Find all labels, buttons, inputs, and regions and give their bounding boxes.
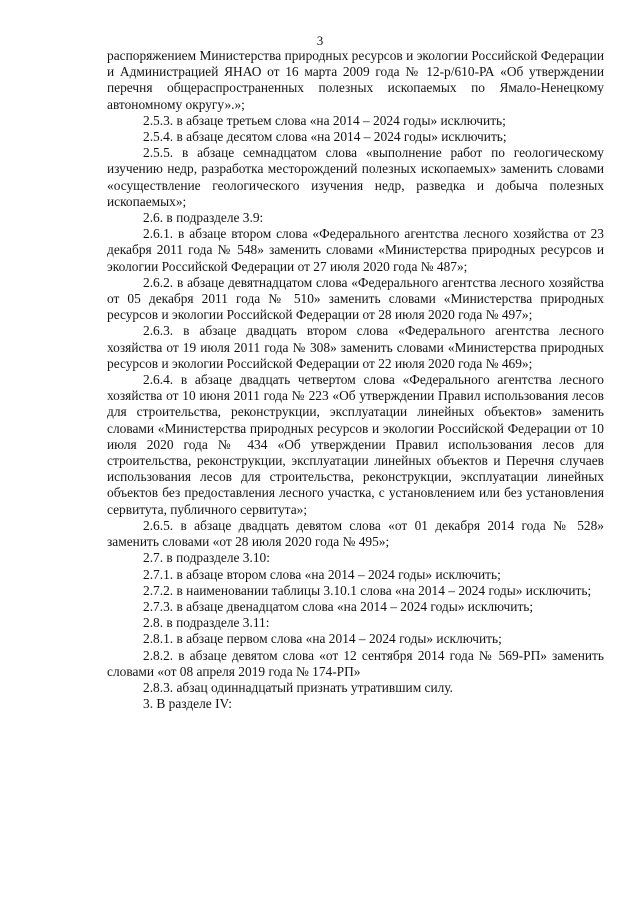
paragraph-2-8: 2.8. в подразделе 3.11: xyxy=(143,615,270,631)
paragraph-3: 3. В разделе IV: xyxy=(143,696,232,712)
paragraph-2-6-2: 2.6.2. в абзаце девятнадцатом слова «Федерального агентства лесного хозяйства от 05 декабря 2011 года № 510» заменить словами «Министерства природных ресурсов и экологии Российской Федерации от 28 июля 2020 года № 497»; xyxy=(107,274,604,323)
paragraph-2-5-5: 2.5.5. в абзаце семнадцатом слова «выполнение работ по геологическому изучению недр, разработка месторождений полезных ископаемых» заменить словами «осуществление геологического изучения недр, разведка и добыча полезных ископаемых»; xyxy=(107,145,604,209)
page-number: 3 xyxy=(316,33,324,48)
paragraph-2-6-1: 2.6.1. в абзаце втором слова «Федерального агентства лесного хозяйства от 23 декабря 2011 года № 548» заменить словами «Министерства природных ресурсов и экологии Российской Федерации от 27 июля 2020 года № 487»; xyxy=(107,226,604,274)
document-body xyxy=(107,48,604,712)
paragraph-2-6-4: 2.6.4. в абзаце двадцать четвертом слова «Федерального агентства лесного хозяйства от 10 июня 2011 года № 223 «Об утверждении Правил использования лесов для строительства, реконструкции, эксплуатации линейных объектов» заменить словами «Министерства природных ресурсов и экологии Российской Федерации от 10 июля 2020 года № 434 «Об утверждении Правил использования лесов для строительства, реконструкции, эксплуатации линейных объектов и Перечня случаев использования лесов для строительства, реконструкции, эксплуатации линейных объектов без предоставления лесного участка, с установлением или без установления сервитута, публичного сервитута»; xyxy=(107,372,604,517)
paragraph-2-7-3: 2.7.3. в абзаце двенадцатом слова «на 2014 – 2024 годы» исключить; xyxy=(143,598,534,614)
paragraph-2-8-3: 2.8.3. абзац одиннадцатый признать утратившим силу. xyxy=(143,679,454,695)
paragraph-2-5-3: 2.5.3. в абзаце третьем слова «на 2014 – 2024 годы» исключить; xyxy=(143,112,506,128)
paragraph-2-7: 2.7. в подразделе 3.10: xyxy=(143,550,270,566)
paragraph-2-6-5: 2.6.5. в абзаце двадцать девятом слова «от 01 декабря 2014 года № 528» заменить словами «от 28 июля 2020 года № 495»; xyxy=(107,517,604,550)
paragraph-2-7-1: 2.7.1. в абзаце втором слова «на 2014 – 2024 годы» исключить; xyxy=(143,566,501,582)
paragraph-continuation: распоряжением Министерства природных ресурсов и экологии Российской Федерации и Администрацией ЯНАО от 16 марта 2009 года № 12-р/610-РА «Об утверждении перечня общераспространенных полезных ископаемых по Ямало-Ненецкому автономному округу».»; xyxy=(107,48,604,112)
paragraph-2-8-1: 2.8.1. в абзаце первом слова «на 2014 – 2024 годы» исключить; xyxy=(143,631,502,647)
paragraph-2-7-2: 2.7.2. в наименовании таблицы 3.10.1 слова «на 2014 – 2024 годы» исключить; xyxy=(143,582,592,598)
paragraph-2-6: 2.6. в подразделе 3.9: xyxy=(143,210,264,226)
paragraph-2-8-2: 2.8.2. в абзаце девятом слова «от 12 сентября 2014 года № 569-РП» заменить словами «от 08 апреля 2019 года № 174-РП» xyxy=(107,647,604,679)
paragraph-2-6-3: 2.6.3. в абзаце двадцать втором слова «Федерального агентства лесного хозяйства от 19 июля 2011 года № 308» заменить словами «Министерства природных ресурсов и экологии Российской Федерации от 22 июля 2020 года № 469»; xyxy=(107,323,604,371)
paragraph-2-5-4: 2.5.4. в абзаце десятом слова «на 2014 – 2024 годы» исключить; xyxy=(143,129,507,145)
